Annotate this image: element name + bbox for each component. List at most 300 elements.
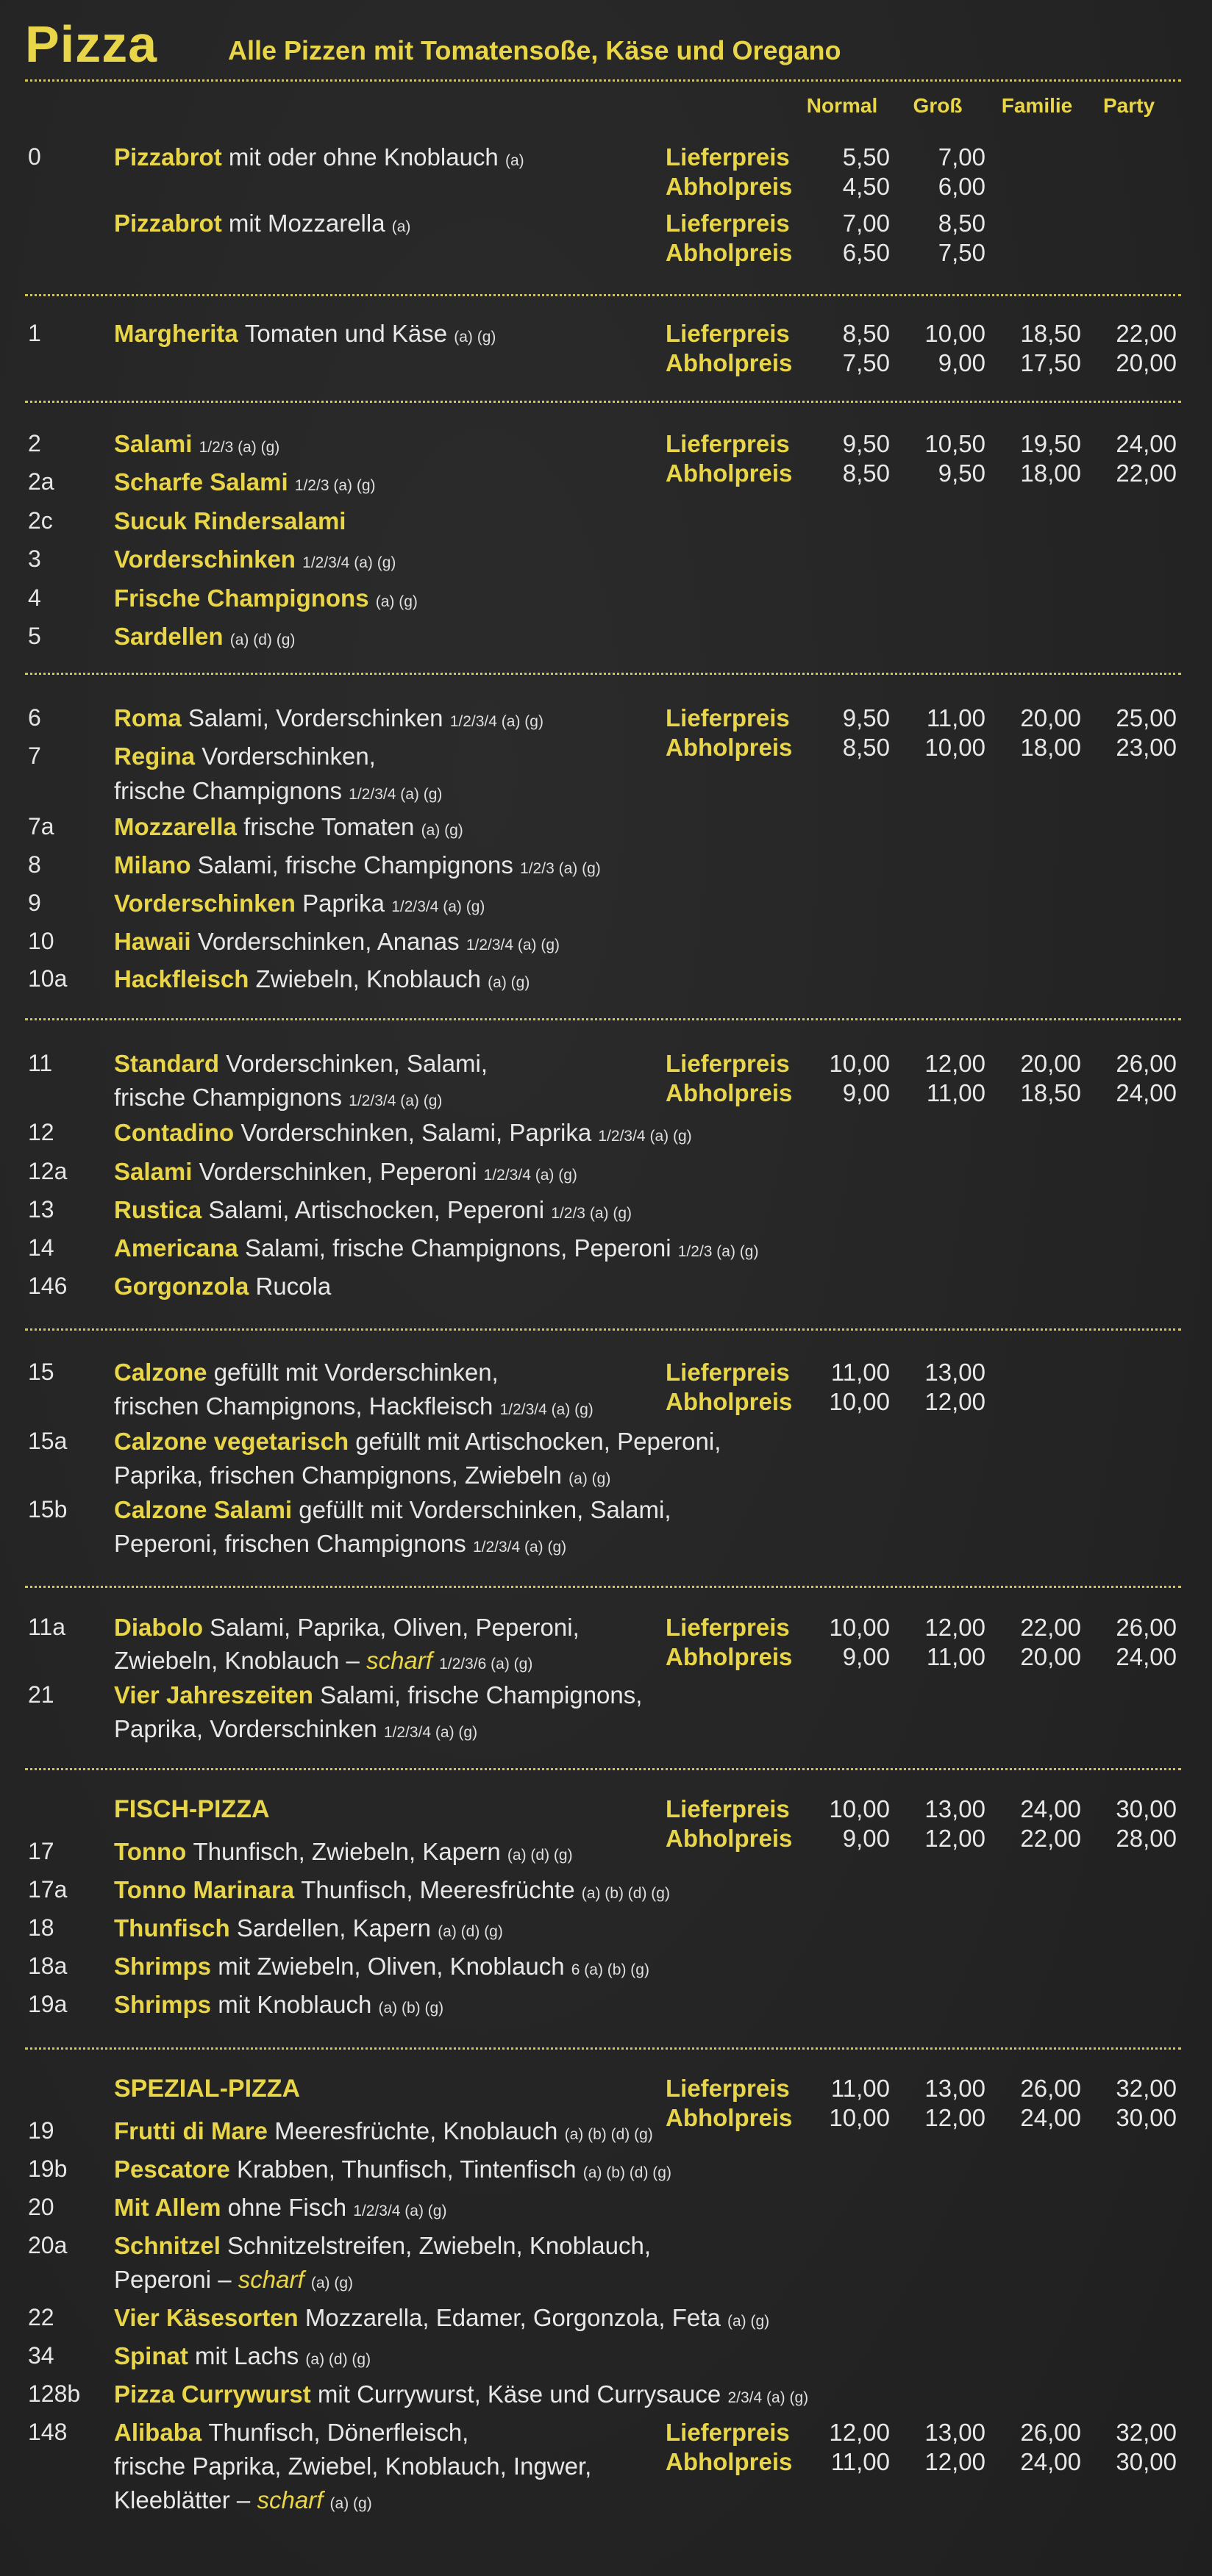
price-type-label: Abholpreis xyxy=(666,459,793,487)
item-name: Mozzarella xyxy=(114,813,244,840)
allergen-codes: (a) (d) (g) xyxy=(438,1923,503,1940)
menu-item xyxy=(114,1647,532,1675)
item-description: gefüllt mit Artischocken, Peperoni, xyxy=(355,1428,721,1455)
item-number: 34 xyxy=(28,2342,54,2369)
item-description: gefüllt mit Vorderschinken, xyxy=(213,1359,499,1386)
allergen-codes: (a) (d) (g) xyxy=(507,1847,573,1864)
price-party: 24,00 xyxy=(1116,1643,1177,1670)
item-description: Vorderschinken, Peperoni xyxy=(199,1158,477,1185)
menu-item xyxy=(114,1838,573,1866)
item-number: 15a xyxy=(28,1428,68,1454)
allergen-codes: 1/2/3/4 (a) (g) xyxy=(472,1539,567,1556)
price-familie: 26,00 xyxy=(1020,2075,1081,2102)
allergen-codes: (a) (d) (g) xyxy=(229,632,296,648)
menu-item xyxy=(114,2155,671,2183)
item-description: Thunfisch, Meeresfrüchte xyxy=(301,1876,575,1903)
item-number: 19 xyxy=(28,2117,54,2144)
price-normal: 9,50 xyxy=(842,430,890,457)
item-number: 2a xyxy=(28,468,54,495)
menu-item xyxy=(114,1614,580,1642)
allergen-codes: (a) (d) (g) xyxy=(305,2351,371,2368)
item-name: Vier Käsesorten xyxy=(114,2304,305,2331)
price-familie: 20,00 xyxy=(1020,1050,1081,1077)
menu-item xyxy=(114,2380,808,2408)
item-description: mit Knoblauch xyxy=(218,1991,372,2018)
section-heading-spezial: SPEZIAL-PIZZA xyxy=(114,2075,301,2103)
price-familie: 20,00 xyxy=(1020,1643,1081,1670)
item-name: Schnitzel xyxy=(114,2232,228,2259)
item-name: Milano xyxy=(114,851,198,879)
allergen-codes: (a) (g) xyxy=(310,2275,354,2291)
item-number: 18a xyxy=(28,1953,68,1979)
item-description: Vorderschinken, Salami, Paprika xyxy=(240,1119,592,1146)
item-description: mit Currywurst, Käse und Currysauce xyxy=(317,2380,721,2408)
item-number: 20a xyxy=(28,2232,68,2258)
price-normal: 11,00 xyxy=(830,1359,890,1386)
price-normal: 9,00 xyxy=(842,1643,890,1670)
item-name: Sardellen xyxy=(114,623,230,650)
menu-item xyxy=(114,1991,443,2019)
price-groß: 10,00 xyxy=(924,320,985,347)
price-type-label: Lieferpreis xyxy=(666,1795,790,1822)
item-description: Paprika, Vorderschinken xyxy=(114,1715,377,1742)
item-name: Rustica xyxy=(114,1196,209,1223)
item-description: ohne Fisch xyxy=(227,2194,347,2221)
item-description: frische Champignons xyxy=(114,777,342,804)
item-number: 3 xyxy=(28,545,41,572)
allergen-codes: (a) (b) (d) (g) xyxy=(582,2164,671,2181)
price-type-label: Abholpreis xyxy=(666,239,793,266)
page-subtitle: Alle Pizzen mit Tomatensoße, Käse und Oregano xyxy=(228,35,841,65)
item-name: Tonno xyxy=(114,1838,193,1865)
item-name: Shrimps xyxy=(114,1991,218,2018)
allergen-codes: (a) xyxy=(391,218,411,235)
price-party: 22,00 xyxy=(1116,320,1177,347)
price-party: 30,00 xyxy=(1116,1795,1177,1822)
price-type-label: Abholpreis xyxy=(666,2104,793,2131)
menu-item xyxy=(114,777,442,805)
item-number: 7 xyxy=(28,743,41,769)
item-name: Spinat xyxy=(114,2342,196,2369)
item-name: Americana xyxy=(114,1234,245,1262)
spicy-label: scharf xyxy=(366,1647,432,1674)
menu-item xyxy=(114,320,496,348)
item-name: Calzone Salami xyxy=(114,1496,299,1523)
item-name: Regina xyxy=(114,743,202,770)
dotted-separator xyxy=(25,79,1181,82)
spicy-label: scharf xyxy=(257,2486,324,2514)
dotted-separator xyxy=(25,1018,1181,1020)
allergen-codes: 1/2/3/4 (a) (g) xyxy=(499,1401,593,1418)
price-groß: 9,50 xyxy=(938,459,985,487)
item-description: Vorderschinken, Ananas xyxy=(197,928,460,955)
price-familie: 26,00 xyxy=(1020,2419,1081,2446)
item-description: mit Lachs xyxy=(195,2342,299,2369)
price-party: 28,00 xyxy=(1116,1825,1177,1852)
menu-item xyxy=(114,468,376,496)
price-groß: 6,00 xyxy=(938,173,985,200)
menu-item xyxy=(114,584,418,612)
menu-item xyxy=(114,1428,721,1456)
price-party: 25,00 xyxy=(1116,704,1177,731)
menu-item xyxy=(114,1119,692,1147)
price-familie: 20,00 xyxy=(1020,704,1081,731)
item-number: 2 xyxy=(28,430,41,457)
price-groß: 9,00 xyxy=(938,349,985,376)
item-number: 2c xyxy=(28,507,53,534)
dotted-separator xyxy=(25,294,1181,296)
dotted-separator xyxy=(25,2047,1181,2050)
item-name: Pescatore xyxy=(114,2155,237,2183)
item-name: Alibaba xyxy=(114,2419,209,2446)
menu-item xyxy=(114,1715,477,1743)
item-description: Salami, Vorderschinken xyxy=(188,704,443,731)
menu-item xyxy=(114,210,410,237)
item-name: Standard xyxy=(114,1050,227,1077)
dotted-separator xyxy=(25,1586,1181,1588)
column-header-party: Party xyxy=(1102,94,1155,117)
item-name: Frische Champignons xyxy=(114,584,376,612)
price-groß: 10,50 xyxy=(924,430,985,457)
price-groß: 12,00 xyxy=(924,2448,985,2475)
price-type-label: Lieferpreis xyxy=(666,1359,790,1386)
menu-item xyxy=(114,1914,503,1942)
menu-item xyxy=(114,2266,353,2294)
price-familie: 24,00 xyxy=(1020,2448,1081,2475)
menu-item xyxy=(114,813,463,841)
price-normal: 7,50 xyxy=(842,349,890,376)
price-normal: 10,00 xyxy=(829,2104,890,2131)
price-familie: 18,00 xyxy=(1020,734,1081,761)
item-description: frische Champignons xyxy=(114,1084,342,1111)
price-normal: 9,00 xyxy=(842,1079,890,1106)
item-description: Zwiebeln, Knoblauch xyxy=(255,965,481,992)
item-description: Vorderschinken, xyxy=(202,743,376,770)
item-number: 18 xyxy=(28,1914,54,1941)
item-name: Scharfe Salami xyxy=(114,468,295,495)
allergen-codes: (a) (g) xyxy=(375,593,418,610)
item-description: Paprika xyxy=(302,890,385,917)
item-description: Salami, Artischocken, Peperoni xyxy=(208,1196,545,1223)
item-number: 14 xyxy=(28,1234,54,1261)
item-number: 6 xyxy=(28,704,41,731)
item-description: Kleeblätter – xyxy=(114,2486,251,2514)
page-title: Pizza xyxy=(25,15,158,73)
allergen-codes: 1/2/3/4 (a) (g) xyxy=(483,1167,577,1184)
price-type-label: Abholpreis xyxy=(666,2448,793,2475)
menu-item xyxy=(114,2117,653,2145)
item-number: 146 xyxy=(28,1273,68,1299)
item-number: 12a xyxy=(28,1158,68,1184)
price-normal: 4,50 xyxy=(842,173,890,200)
price-familie: 22,00 xyxy=(1020,1614,1081,1641)
allergen-codes: (a) (g) xyxy=(488,974,530,991)
price-groß: 12,00 xyxy=(924,1614,985,1641)
dotted-separator xyxy=(25,401,1181,403)
price-type-label: Lieferpreis xyxy=(666,430,790,457)
item-description: Peperoni, frischen Champignons xyxy=(114,1530,466,1557)
item-description: Thunfisch, Dönerfleisch, xyxy=(208,2419,469,2446)
price-type-label: Lieferpreis xyxy=(666,1050,790,1077)
price-familie: 19,50 xyxy=(1020,430,1081,457)
price-type-label: Lieferpreis xyxy=(666,143,790,171)
price-familie: 18,00 xyxy=(1020,459,1081,487)
menu-item xyxy=(114,1084,442,1112)
item-description: frischen Champignons, Hackfleisch xyxy=(114,1392,493,1420)
menu-item xyxy=(114,2419,468,2447)
price-familie: 24,00 xyxy=(1020,1795,1081,1822)
column-header-normal: Normal xyxy=(806,94,878,117)
item-name: Diabolo xyxy=(114,1614,210,1641)
item-description: Rucola xyxy=(255,1273,332,1300)
item-name: Roma xyxy=(114,704,188,731)
item-number: 4 xyxy=(28,584,41,611)
price-normal: 6,50 xyxy=(842,239,890,266)
dotted-separator xyxy=(25,673,1181,675)
item-name: Salami xyxy=(114,430,199,457)
item-description: Paprika, frischen Champignons, Zwiebeln xyxy=(114,1461,562,1489)
column-header-familie: Familie xyxy=(1001,94,1073,117)
menu-item xyxy=(114,2232,651,2260)
menu-item xyxy=(114,2486,372,2514)
price-familie: 18,50 xyxy=(1020,1079,1081,1106)
price-type-label: Lieferpreis xyxy=(666,320,790,347)
item-name: Hawaii xyxy=(114,928,198,955)
item-number: 12 xyxy=(28,1119,54,1145)
allergen-codes: 1/2/3/6 (a) (g) xyxy=(439,1656,533,1672)
menu-item xyxy=(114,1876,670,1904)
price-groß: 11,00 xyxy=(926,1643,985,1670)
menu-item xyxy=(114,2342,371,2370)
allergen-codes: (a) (g) xyxy=(727,2313,770,2330)
item-number: 128b xyxy=(28,2380,81,2407)
allergen-codes: (a) (g) xyxy=(421,822,463,839)
item-description: frische Paprika, Zwiebel, Knoblauch, Ingwer, xyxy=(114,2452,592,2480)
menu-item xyxy=(114,1196,632,1224)
allergen-codes: (a) (b) (g) xyxy=(378,2000,444,2017)
item-description: mit Mozzarella xyxy=(228,210,385,237)
menu-item xyxy=(114,704,543,732)
item-name: Calzone vegetarisch xyxy=(114,1428,356,1455)
allergen-codes: 1/2/3 (a) (g) xyxy=(520,860,601,877)
allergen-codes: 1/2/3/4 (a) (g) xyxy=(302,554,396,571)
item-name: Gorgonzola xyxy=(114,1273,256,1300)
item-name: Contadino xyxy=(114,1119,241,1146)
menu-item xyxy=(114,2452,591,2480)
price-normal: 10,00 xyxy=(829,1795,890,1822)
price-type-label: Lieferpreis xyxy=(666,210,790,237)
item-name: Vorderschinken xyxy=(114,545,303,573)
item-description: Salami, frische Champignons, xyxy=(320,1681,643,1709)
item-number: 13 xyxy=(28,1196,54,1223)
item-name: Shrimps xyxy=(114,1953,218,1980)
price-party: 23,00 xyxy=(1116,734,1177,761)
price-type-label: Lieferpreis xyxy=(666,2419,790,2446)
item-number: 22 xyxy=(28,2304,54,2330)
item-number: 19b xyxy=(28,2155,68,2182)
item-name: Sucuk Rindersalami xyxy=(114,507,346,534)
price-familie: 18,50 xyxy=(1020,320,1081,347)
menu-item xyxy=(114,2194,446,2222)
price-type-label: Abholpreis xyxy=(666,1079,793,1106)
price-party: 32,00 xyxy=(1116,2075,1177,2102)
item-description: Salami, frische Champignons, Peperoni xyxy=(244,1234,671,1262)
price-type-label: Abholpreis xyxy=(666,1643,793,1670)
price-normal: 9,50 xyxy=(842,704,890,731)
item-number: 7a xyxy=(28,813,54,840)
item-name: Margherita xyxy=(114,320,245,347)
allergen-codes: 1/2/3/4 (a) (g) xyxy=(391,898,485,915)
item-description: frische Tomaten xyxy=(243,813,415,840)
price-normal: 11,00 xyxy=(830,2448,890,2475)
price-type-label: Abholpreis xyxy=(666,349,793,376)
dotted-separator xyxy=(25,1768,1181,1770)
item-name: Thunfisch xyxy=(114,1914,237,1942)
menu-item xyxy=(114,743,376,770)
allergen-codes: (a) xyxy=(505,152,524,169)
menu-item xyxy=(114,928,560,956)
item-number: 19a xyxy=(28,1991,68,2017)
allergen-codes: 1/2/3 (a) (g) xyxy=(199,439,280,456)
allergen-codes: 1/2/3 (a) (g) xyxy=(551,1205,632,1222)
price-groß: 10,00 xyxy=(924,734,985,761)
item-name: Vier Jahreszeiten xyxy=(114,1681,321,1709)
item-number: 15 xyxy=(28,1359,54,1385)
menu-item xyxy=(114,890,485,917)
price-groß: 8,50 xyxy=(938,210,985,237)
item-number: 11a xyxy=(28,1614,66,1640)
item-number: 10 xyxy=(28,928,54,954)
item-description: Krabben, Thunfisch, Tintenfisch xyxy=(236,2155,577,2183)
price-party: 24,00 xyxy=(1116,430,1177,457)
price-normal: 12,00 xyxy=(829,2419,890,2446)
item-name: Vorderschinken xyxy=(114,890,303,917)
menu-item xyxy=(114,1461,610,1489)
item-name: Calzone xyxy=(114,1359,214,1386)
allergen-codes: 1/2/3/4 (a) (g) xyxy=(349,1092,443,1109)
price-groß: 12,00 xyxy=(924,2104,985,2131)
item-name: Mit Allem xyxy=(114,2194,228,2221)
item-description: Zwiebeln, Knoblauch – xyxy=(114,1647,360,1674)
item-description: mit Zwiebeln, Oliven, Knoblauch xyxy=(218,1953,565,1980)
menu-item xyxy=(114,2304,769,2332)
allergen-codes: 1/2/3/4 (a) (g) xyxy=(598,1128,692,1145)
price-party: 26,00 xyxy=(1116,1614,1177,1641)
item-number: 0 xyxy=(28,143,41,170)
item-number: 148 xyxy=(28,2419,68,2445)
menu-item xyxy=(114,965,530,993)
price-groß: 11,00 xyxy=(926,704,985,731)
price-party: 32,00 xyxy=(1116,2419,1177,2446)
item-description: Meeresfrüchte, Knoblauch xyxy=(274,2117,558,2144)
price-groß: 11,00 xyxy=(926,1079,985,1106)
price-party: 30,00 xyxy=(1116,2448,1177,2475)
allergen-codes: 1/2/3/4 (a) (g) xyxy=(383,1724,478,1741)
menu-item xyxy=(114,1530,566,1558)
allergen-codes: (a) (g) xyxy=(568,1470,611,1487)
item-description: Peperoni – xyxy=(114,2266,232,2293)
price-normal: 8,50 xyxy=(842,459,890,487)
item-name: Pizza Currywurst xyxy=(114,2380,318,2408)
price-groß: 12,00 xyxy=(924,1388,985,1415)
price-normal: 9,00 xyxy=(842,1825,890,1852)
menu-item xyxy=(114,623,295,651)
item-number: 11 xyxy=(28,1050,53,1076)
item-name: Hackfleisch xyxy=(114,965,256,992)
item-number: 8 xyxy=(28,851,41,878)
menu-item xyxy=(114,1953,649,1981)
allergen-codes: 2/3/4 (a) (g) xyxy=(727,2389,809,2406)
menu-item xyxy=(114,1050,488,1078)
item-number: 10a xyxy=(28,965,68,992)
item-description: Thunfisch, Zwiebeln, Kapern xyxy=(193,1838,501,1865)
menu-item xyxy=(114,545,396,573)
price-groß: 13,00 xyxy=(924,1359,985,1386)
price-type-label: Lieferpreis xyxy=(666,2075,790,2102)
item-number: 1 xyxy=(28,320,41,346)
menu-item xyxy=(114,1234,758,1262)
item-number: 20 xyxy=(28,2194,54,2220)
price-familie: 24,00 xyxy=(1020,2104,1081,2131)
allergen-codes: 6 (a) (b) (g) xyxy=(571,1961,649,1978)
price-party: 20,00 xyxy=(1116,349,1177,376)
price-groß: 7,50 xyxy=(938,239,985,266)
price-normal: 10,00 xyxy=(829,1614,890,1641)
price-groß: 7,00 xyxy=(938,143,985,171)
item-number: 15b xyxy=(28,1496,68,1523)
price-normal: 8,50 xyxy=(842,320,890,347)
item-name: Salami xyxy=(114,1158,199,1185)
menu-item xyxy=(114,507,346,535)
price-groß: 13,00 xyxy=(924,1795,985,1822)
price-groß: 12,00 xyxy=(924,1050,985,1077)
allergen-codes: (a) (b) (d) (g) xyxy=(581,1885,670,1902)
allergen-codes: (a) (g) xyxy=(329,2495,372,2512)
item-description: Vorderschinken, Salami, xyxy=(226,1050,488,1077)
item-number: 17 xyxy=(28,1838,54,1864)
menu-item xyxy=(114,1359,499,1387)
item-description: Tomaten und Käse xyxy=(244,320,448,347)
price-type-label: Abholpreis xyxy=(666,734,793,761)
menu-item xyxy=(114,851,601,879)
item-description: Mozzarella, Edamer, Gorgonzola, Feta xyxy=(304,2304,721,2331)
price-type-label: Lieferpreis xyxy=(666,704,790,731)
item-name: Tonno Marinara xyxy=(114,1876,302,1903)
price-type-label: Abholpreis xyxy=(666,1825,793,1852)
price-groß: 12,00 xyxy=(924,1825,985,1852)
item-description: gefüllt mit Vorderschinken, Salami, xyxy=(299,1496,671,1523)
menu-item xyxy=(114,1158,577,1186)
item-description: Schnitzelstreifen, Zwiebeln, Knoblauch, xyxy=(227,2232,652,2259)
price-normal: 10,00 xyxy=(829,1050,890,1077)
column-header-groß: Groß xyxy=(913,94,963,117)
price-type-label: Lieferpreis xyxy=(666,1614,790,1641)
price-normal: 8,50 xyxy=(842,734,890,761)
allergen-codes: 1/2/3/4 (a) (g) xyxy=(449,713,543,730)
item-number: 5 xyxy=(28,623,41,649)
dotted-separator xyxy=(25,1328,1181,1331)
menu-item xyxy=(114,143,524,171)
allergen-codes: 1/2/3/4 (a) (g) xyxy=(349,786,443,803)
price-party: 30,00 xyxy=(1116,2104,1177,2131)
price-normal: 11,00 xyxy=(830,2075,890,2102)
price-party: 24,00 xyxy=(1116,1079,1177,1106)
section-heading-fisch: FISCH-PIZZA xyxy=(114,1795,270,1823)
price-normal: 10,00 xyxy=(829,1388,890,1415)
price-type-label: Abholpreis xyxy=(666,173,793,200)
allergen-codes: 1/2/3/4 (a) (g) xyxy=(466,937,560,954)
menu-item xyxy=(114,1496,671,1524)
